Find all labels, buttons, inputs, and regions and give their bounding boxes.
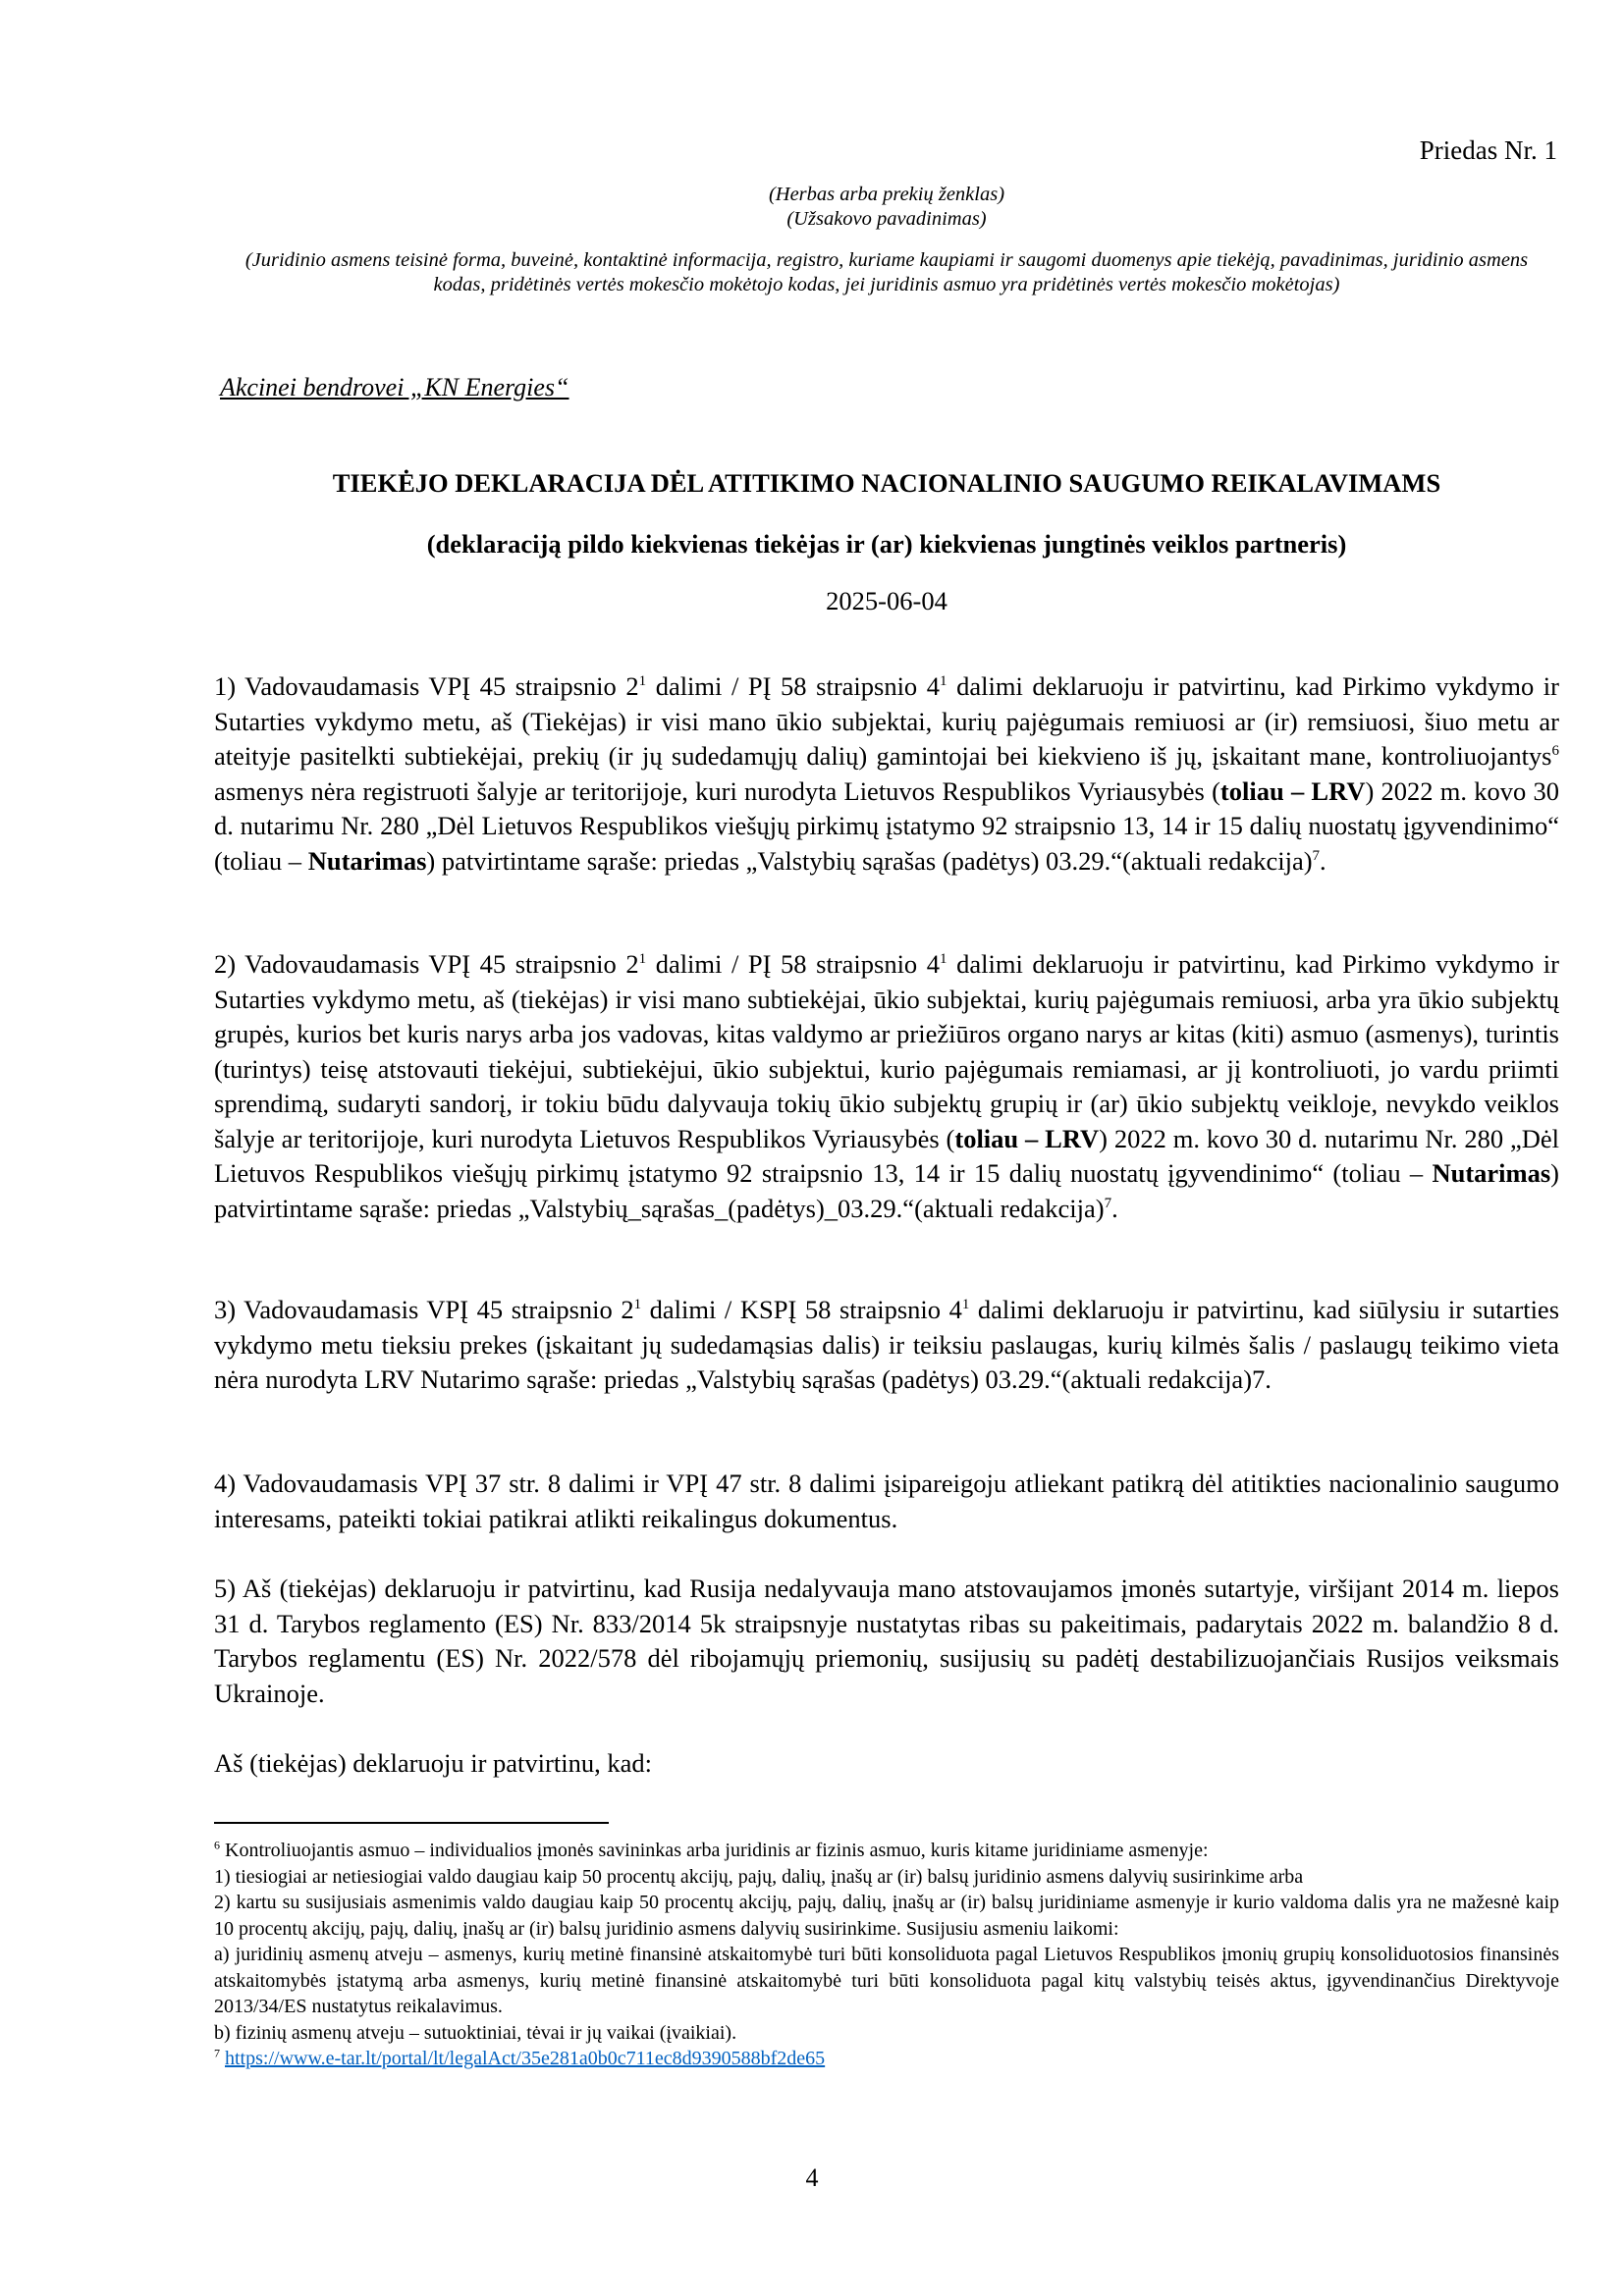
footnote-separator bbox=[214, 1822, 609, 1824]
bold-text: toliau – LRV bbox=[1219, 775, 1366, 806]
declaration-paragraph-2 bbox=[214, 947, 1559, 1226]
declaration-paragraph-4 bbox=[214, 1467, 1559, 1536]
text-run: dalimi / KSPĮ 58 straipsnio 4 bbox=[641, 1295, 962, 1324]
text-run: a) juridinių asmenų atveju – asmenys, kurių metinė finansinė atskaitomybė turi būti konsoliduota pagal Lietuvos Respublikos įmonių grupių konsoliduotosios finansinės atskaitomybės įstatymą arba asmenys, kurių metinė finansinė atskaitomybė turi būti konsoliduota pagal kitų valstybių teisės aktus, įgyvendinančius Direktyvoje 2013/34/ES nustatytus reikalavimus. bbox=[214, 1944, 1559, 2017]
footnote-ref: 1 bbox=[961, 1297, 970, 1313]
declaration-closing-line bbox=[214, 1746, 1559, 1782]
text-run: dalimi deklaruoju ir patvirtinu, kad Pirkimo vykdymo ir Sutarties vykdymo metu, aš (tiekėjas) ir visi mano subtiekėjai, ūkio subjektai, kurių pajėgumais remiuosi, arba yra ūkio subjektų grupės, kurios bet kuris narys arba jos vadovas, kitas valdymo ar priežiūros organo narys ar kitas (kiti) asmuo (asmenys), turintis (turintys) teisę atstovauti tiekėjui, subtiekėjui, ūkio subjektui, kurio pajėgumais remiamasi, ar jį kontroliuoti, jo vardu priimti sprendimą, sudaryti sandorį, ir tokiu būdu dalyvauja tokių ūkio subjektų grupių ir (ar) ūkio subjektų veikloje, nevykdo veiklos šalyje ar teritorijoje, kuri nurodyta Lietuvos Respublikos Vyriausybės ( bbox=[214, 949, 1559, 1153]
coat-of-arms-placeholder: (Herbas arba prekių ženklas) bbox=[768, 184, 1005, 205]
footnote-6-item-b bbox=[214, 2020, 1559, 2047]
text-run: dalimi / PĮ 58 straipsnio 4 bbox=[646, 949, 941, 979]
footnote-6-item-1 bbox=[214, 1864, 1559, 1891]
text-run: ) 2022 m. kovo 30 d. nutarimu Nr. 280 „Dėl Lietuvos Respublikos viešųjų pirkimų įstatymo 92 straipsnio 13, 14 ir 15 dalių nuostatų įgyvendinimo“ (toliau – bbox=[214, 775, 1560, 876]
footnote-ref: 1 bbox=[940, 951, 947, 968]
document-subtitle: (deklaraciją pildo kiekvienas tiekėjas ir (ar) kiekvienas jungtinės veiklos partneris) bbox=[426, 529, 1347, 559]
footnote-6 bbox=[214, 1838, 1559, 1864]
text-run: 3) Vadovaudamasis VPĮ 45 straipsnio 2 bbox=[214, 1295, 634, 1324]
footnote-7 bbox=[214, 2046, 1559, 2072]
text-run: asmenys nėra registruoti šalyje ar teritorijoje, kuri nurodyta Lietuvos Respublikos Vyriausybės ( bbox=[214, 775, 1220, 806]
declaration-paragraph-3 bbox=[214, 1293, 1559, 1398]
text-run: dalimi deklaruoju ir patvirtinu, kad siūlysiu ir sutarties vykdymo metu tieksiu prekes (įskaitant jų sudedamąsias dalis) ir teiksiu paslaugas, kurių kilmės šalis / paslaugų teikimo vieta nėra nurodyta LRV Nutarimo sąraše: priedas „Valstybių sąrašas (padėtys) 03.29.“(aktuali redakcija)7. bbox=[214, 1295, 1560, 1394]
text-run: dalimi deklaruoju ir patvirtinu, kad Pirkimo vykdymo ir Sutarties vykdymo metu, aš (Tiekėjas) ir visi mano ūkio subjektai, kurių pajėgumais remiuosi ar (ir) remsiuosi, šiuo metu ar ateityje pasitelkti subtiekėjai, prekių (ir jų sudedamųjų dalių) gamintojai bei kiekvieno iš jų, įskaitant mane, kontroliuojantys bbox=[214, 671, 1559, 771]
footnote-ref: 1 bbox=[638, 951, 647, 968]
text-run: ) patvirtintame sąraše: priedas „Valstybių_sąrašas_(padėtys)_03.29.“(aktuali redakcija) bbox=[214, 1158, 1559, 1223]
footnote-ref: 7 bbox=[1104, 1195, 1112, 1211]
annex-label: Priedas Nr. 1 bbox=[1419, 135, 1557, 165]
footnote-ref: 1 bbox=[638, 673, 647, 690]
text-run: ) 2022 m. kovo 30 d. nutarimu Nr. 280 „Dėl Lietuvos Respublikos viešųjų pirkimų įstatymo 92 straipsnio 13, 14 ir 15 dalių nuostatų įgyvendinimo“ (toliau – bbox=[214, 1123, 1559, 1188]
text-run: Aš (tiekėjas) deklaruoju ir patvirtinu, kad: bbox=[214, 1748, 652, 1778]
text-run: . bbox=[1320, 845, 1326, 876]
footnote-link[interactable]: https://www.e-tar.lt/portal/lt/legalAct/35e281a0b0c711ec8d9390588bf2de65 bbox=[225, 2048, 826, 2069]
legal-entity-details-placeholder: (Juridinio asmens teisinė forma, buveinė, kontaktinė informacija, registro, kuriame kaupiami ir saugomi duomenys apie tiekėją, pavadinimas, juridinio asmens kodas, pridėtinės vertės mokesčio mokėtojo kodas, jei juridinis asmuo yra pridėtinės vertės mokesčio mokėtojas) bbox=[244, 249, 1529, 295]
footnote-ref: 1 bbox=[940, 673, 947, 690]
text-run: Kontroliuojantis asmuo – individualios įmonės savininkas arba juridinis ar fizinis asmuo, kuris kitame juridiniame asmenyje: bbox=[220, 1840, 1209, 1861]
text-run: ) patvirtintame sąraše: priedas „Valstybių sąrašas (padėtys) 03.29.“(aktuali redakcija) bbox=[426, 845, 1313, 876]
contracting-authority-placeholder: (Užsakovo pavadinimas) bbox=[786, 208, 987, 230]
bold-text: Nutarimas bbox=[307, 845, 427, 876]
footnote-ref: 6 bbox=[1551, 743, 1559, 760]
text-run: 1) tiesiogiai ar netiesiogiai valdo daugiau kaip 50 procentų akcijų, pajų, dalių, įnašų ar (ir) balsų juridinio asmens dalyvių susirinkime arba bbox=[214, 1865, 1304, 1888]
text-run: 5) Aš (tiekėjas) deklaruoju ir patvirtinu, kad Rusija nedalyvauja mano atstovaujamos įmonės sutartyje, viršijant 2014 m. liepos 31 d. Tarybos reglamento (ES) Nr. 833/2014 5k straipsnyje nustatytas ribas su pakeitimais, padarytais 2022 m. balandžio 8 d. Tarybos reglamentu (ES) Nr. 2022/578 dėl ribojamųjų priemonių, susijusių su padėtį destabilizuojančiais Rusijos veiksmais Ukrainoje. bbox=[214, 1574, 1559, 1708]
bold-text: Nutarimas bbox=[1432, 1158, 1551, 1188]
footnote-ref: 7 bbox=[1312, 847, 1321, 864]
footnote-6-item-2 bbox=[214, 1890, 1559, 1942]
footnotes bbox=[214, 1838, 1559, 2072]
page-number: 4 bbox=[805, 2163, 819, 2192]
text-run: 2) kartu su susijusiais asmenimis valdo daugiau kaip 50 procentų akcijų, pajų, dalių, įnašų ar (ir) balsų juridiniame asmenyje ir kurio valdoma dalis yra ne mažesnė kaip 10 procentų akcijų, pajų, dalių, įnašų ar (ir) balsų juridinio asmens dalyvių susirinkime. Susijusiu asmeniu laikomi: bbox=[214, 1892, 1559, 1940]
footnote-ref: 6 bbox=[214, 1838, 220, 1852]
document-title: TIEKĖJO DEKLARACIJA DĖL ATITIKIMO NACIONALINIO SAUGUMO REIKALAVIMAMS bbox=[332, 468, 1441, 498]
document-date: 2025-06-04 bbox=[826, 586, 947, 615]
footnote-ref: 1 bbox=[633, 1297, 642, 1313]
addressee: Akcinei bendrovei „KN Energies“ bbox=[220, 373, 569, 401]
text-run: 4) Vadovaudamasis VPĮ 37 str. 8 dalimi ir VPĮ 47 str. 8 dalimi įsipareigoju atliekant patikrą dėl atitikties nacionalinio saugumo interesams, pateikti tokiai patikrai atlikti reikalingus dokumentus. bbox=[214, 1468, 1559, 1533]
bold-text: toliau – LRV bbox=[954, 1123, 1100, 1153]
footnote-6-item-a bbox=[214, 1942, 1559, 2020]
text-run: . bbox=[1111, 1193, 1118, 1223]
text-run: dalimi / PĮ 58 straipsnio 4 bbox=[646, 671, 941, 701]
declaration-paragraph-1 bbox=[214, 669, 1559, 879]
text-run: 2) Vadovaudamasis VPĮ 45 straipsnio 2 bbox=[214, 949, 639, 979]
footnote-ref: 7 bbox=[214, 2046, 220, 2060]
text-run: b) fizinių asmenų atveju – sutuoktiniai, tėvai ir jų vaikai (įvaikiai). bbox=[214, 2021, 737, 2044]
text-run: 1) Vadovaudamasis VPĮ 45 straipsnio 2 bbox=[214, 671, 639, 701]
declaration-paragraph-5 bbox=[214, 1572, 1559, 1711]
